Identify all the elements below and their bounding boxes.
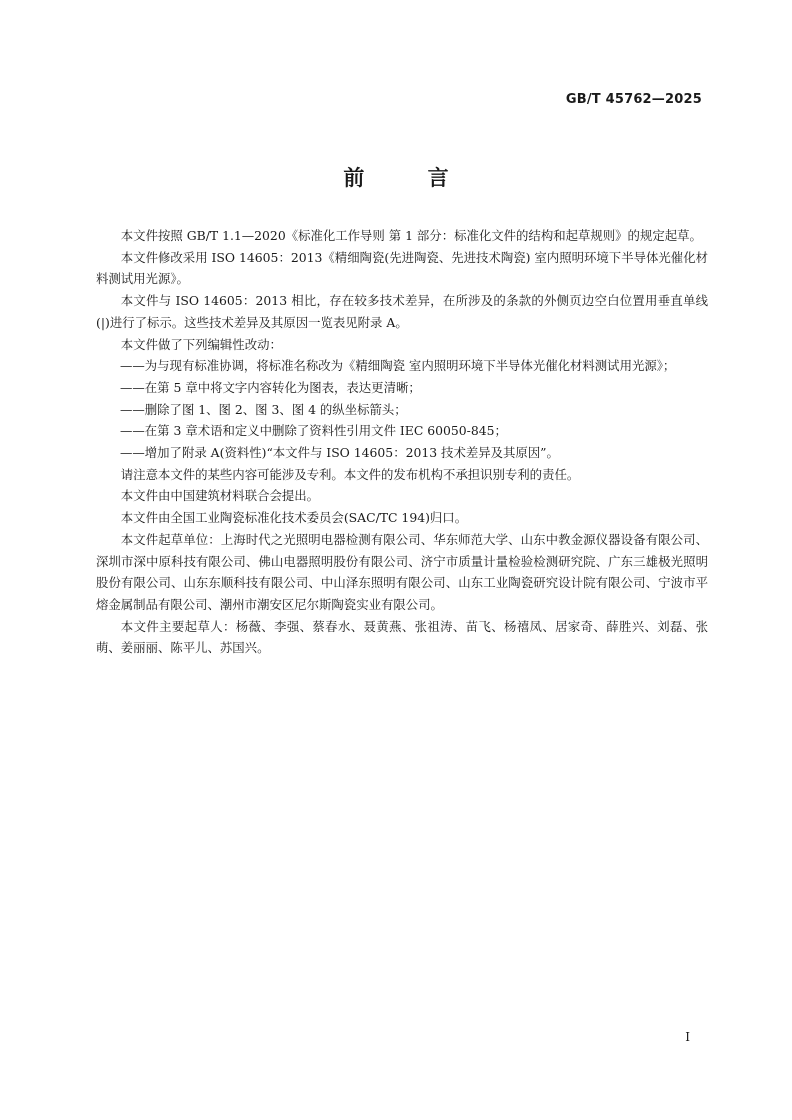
paragraph-technical-differences: 本文件与 ISO 14605：2013 相比，存在较多技术差异，在所涉及的条款的外侧页边空白位置用垂直单线(|)进行了标示。这些技术差异及其原因一览表见附录 A。 xyxy=(96,293,708,330)
paragraph-drafting-rules: 本文件按照 GB/T 1.1—2020《标准化工作导则 第 1 部分：标准化文件的结构和起草规则》的规定起草。 xyxy=(120,228,702,243)
paragraph-patent-notice: 请注意本文件的某些内容可能涉及专利。本文件的发布机构不承担识别专利的责任。 xyxy=(120,466,580,482)
paragraph-drafting-organizations: 本文件起草单位：上海时代之光照明电器检测有限公司、华东师范大学、山东中教金源仪器设备有限公司、深圳市深中原科技有限公司、佛山电器照明股份有限公司、济宁市质量计量检验检测研究院、广东三雄极光照明股份有限公司、山东东顺科技有限公司、中山泽东照明有限公司、山东工业陶瓷研究设计院有限公司、宁波市平熔金属制品有限公司、潮州市潮安区尼尔斯陶瓷实业有限公司。 xyxy=(96,531,708,612)
list-item: ——为与现有标准协调，将标准名称改为《精细陶瓷 室内照明环境下半导体光催化材料测试用光源》； xyxy=(120,358,676,374)
paragraph-under-jurisdiction: 本文件由全国工业陶瓷标准化技术委员会(SAC/TC 194)归口。 xyxy=(120,510,468,526)
list-item: ——在第 3 章术语和定义中删除了资料性引用文件 IEC 60050-845； xyxy=(120,423,507,439)
page-title: 前 言 xyxy=(343,166,477,190)
paragraph-proposed-by: 本文件由中国建筑材料联合会提出。 xyxy=(120,488,320,504)
list-item: ——删除了图 1、图 2、图 3、图 4 的纵坐标箭头； xyxy=(120,401,407,417)
standard-code: GB/T 45762—2025 xyxy=(565,92,702,107)
paragraph-editorial-changes: 本文件做了下列编辑性改动： xyxy=(120,336,282,352)
page-number: I xyxy=(685,1030,690,1044)
list-item: ——增加了附录 A(资料性)“本文件与 ISO 14605：2013 技术差异及其原因”。 xyxy=(120,445,559,461)
paragraph-adoption: 本文件修改采用 ISO 14605：2013《精细陶瓷(先进陶瓷、先进技术陶瓷) 室内照明环境下半导体光催化材料测试用光源》。 xyxy=(96,249,708,287)
list-item: ——在第 5 章中将文字内容转化为图表，表达更清晰； xyxy=(120,379,421,395)
foreword-body xyxy=(96,225,708,659)
paragraph-main-drafters: 本文件主要起草人：杨薇、李强、蔡春水、聂黄燕、张祖涛、苗飞、杨禧凤、居家奇、薛胜兴、刘磊、张萌、姜丽丽、陈平儿、苏国兴。 xyxy=(96,618,708,656)
